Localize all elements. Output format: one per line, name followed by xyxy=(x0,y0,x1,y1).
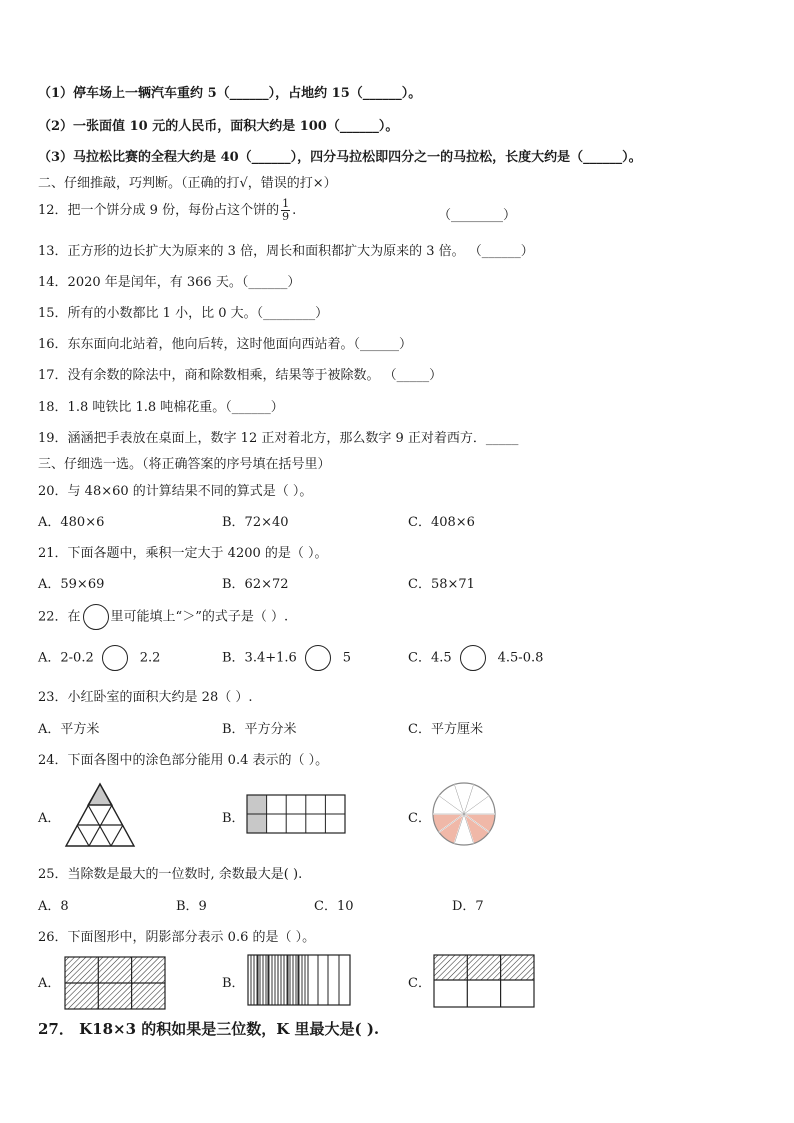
q25-option-b[interactable]: B．9 xyxy=(176,899,207,914)
q25-stem: 25．当除数是最大的一位数时, 余数最大是( ). xyxy=(38,867,303,882)
hatched-grid-a-figure xyxy=(64,956,166,1010)
q20-option-a[interactable]: A．480×6 xyxy=(38,515,105,530)
q24-stem: 24．下面各图中的涂色部分能用 0.4 表示的（ ）。 xyxy=(38,753,329,768)
q12-denominator: 9 xyxy=(282,210,290,223)
q22-b-right: 5 xyxy=(342,650,352,666)
section3-heading: 三、仔细选一选。（将正确答案的序号填在括号里） xyxy=(38,457,331,472)
q22-option-c[interactable] xyxy=(408,645,543,671)
q18: 18．1.8 吨铁比 1.8 吨棉花重。（______） xyxy=(38,400,284,415)
q25-option-d[interactable]: D．7 xyxy=(452,899,484,914)
q23-option-a[interactable]: A．平方米 xyxy=(38,722,100,737)
q26-option-b-label[interactable]: B． xyxy=(222,976,245,991)
q22-stem-post: 里可能填上“＞”的式子是（ ）. xyxy=(110,609,289,625)
circle-blank-icon xyxy=(102,645,128,671)
q12-prefix: 12．把一个饼分成 9 份，每份占这个饼的 xyxy=(38,203,280,218)
q20-option-b[interactable]: B．72×40 xyxy=(222,515,289,530)
q22-a-right: 2.2 xyxy=(139,650,161,666)
q22-b-left: B．3.4+1.6 xyxy=(222,650,297,666)
q15: 15．所有的小数都比 1 小，比 0 大。（________） xyxy=(38,306,329,321)
q11-sub1: （1）停车场上一辆汽车重约 5（______），占地约 15（______）。 xyxy=(38,86,422,101)
q16: 16．东东面向北站着，他向后转，这时他面向西站着。（______） xyxy=(38,337,413,352)
q12-fraction xyxy=(281,198,290,223)
q24-option-a-label[interactable]: A． xyxy=(38,811,61,826)
q22-stem xyxy=(38,604,288,630)
circle-blank-icon xyxy=(460,645,486,671)
q22-option-a[interactable] xyxy=(38,645,160,671)
rectangle-grid-figure xyxy=(246,794,346,834)
q27: 27． K18×3 的积如果是三位数，K 里最大是( ). xyxy=(38,1020,380,1038)
q21-option-b[interactable]: B．62×72 xyxy=(222,577,289,592)
q22-option-b[interactable] xyxy=(222,645,351,671)
q26-option-c-label[interactable]: C． xyxy=(408,976,431,991)
q25-option-a[interactable]: A．8 xyxy=(38,899,69,914)
section2-heading: 二、仔细推敲，巧判断。（正确的打√，错误的打×） xyxy=(38,176,337,191)
q22-a-left: A．2-0.2 xyxy=(38,650,94,666)
q22-c-right: 4.5-0.8 xyxy=(497,650,544,666)
q21-stem: 21．下面各题中，乘积一定大于 4200 的是（ ）。 xyxy=(38,546,328,561)
q12 xyxy=(38,198,296,223)
q25-option-c[interactable]: C．10 xyxy=(314,899,354,914)
q11-sub3: （3）马拉松比赛的全程大约是 40（______），四分马拉松即四分之一的马拉松，长度大约是（______）。 xyxy=(38,150,642,165)
q17: 17．没有余数的除法中，商和除数相乘，结果等于被除数。 （_____） xyxy=(38,368,443,383)
q26-option-a-label[interactable]: A． xyxy=(38,976,61,991)
q12-answer-blank[interactable]: （________） xyxy=(438,208,517,223)
hatched-grid-c-figure xyxy=(433,954,535,1008)
q26-stem: 26．下面图形中，阴影部分表示 0.6 的是（ ）。 xyxy=(38,930,316,945)
q21-option-a[interactable]: A．59×69 xyxy=(38,577,105,592)
striped-rectangle-b-figure xyxy=(247,954,351,1006)
q11-sub2: （2）一张面值 10 元的人民币，面积大约是 100（______）。 xyxy=(38,119,399,134)
q12-suffix: . xyxy=(292,203,297,218)
q23-stem: 23．小红卧室的面积大约是 28（ ）. xyxy=(38,690,253,705)
triangle-figure xyxy=(64,782,136,848)
q22-c-left: C．4.5 xyxy=(408,650,452,666)
q24-option-c-label[interactable]: C． xyxy=(408,811,431,826)
circle-blank-icon xyxy=(83,604,109,630)
q20-option-c[interactable]: C．408×6 xyxy=(408,515,475,530)
q13: 13．正方形的边长扩大为原来的 3 倍，周长和面积都扩大为原来的 3 倍。 （______） xyxy=(38,244,534,259)
q23-option-c[interactable]: C．平方厘米 xyxy=(408,722,483,737)
q20-stem: 20．与 48×60 的计算结果不同的算式是（ ）。 xyxy=(38,484,313,499)
q22-stem-pre: 22．在 xyxy=(38,609,81,625)
q24-option-b-label[interactable]: B． xyxy=(222,811,245,826)
q19: 19．涵涵把手表放在桌面上，数字 12 正对着北方，那么数字 9 正对着西方．_____ xyxy=(38,431,519,446)
q23-option-b[interactable]: B．平方分米 xyxy=(222,722,297,737)
q14: 14．2020 年是闰年，有 366 天。（______） xyxy=(38,275,301,290)
pie-figure xyxy=(430,780,498,848)
q21-option-c[interactable]: C．58×71 xyxy=(408,577,475,592)
circle-blank-icon xyxy=(305,645,331,671)
q12-numerator: 1 xyxy=(282,197,290,210)
